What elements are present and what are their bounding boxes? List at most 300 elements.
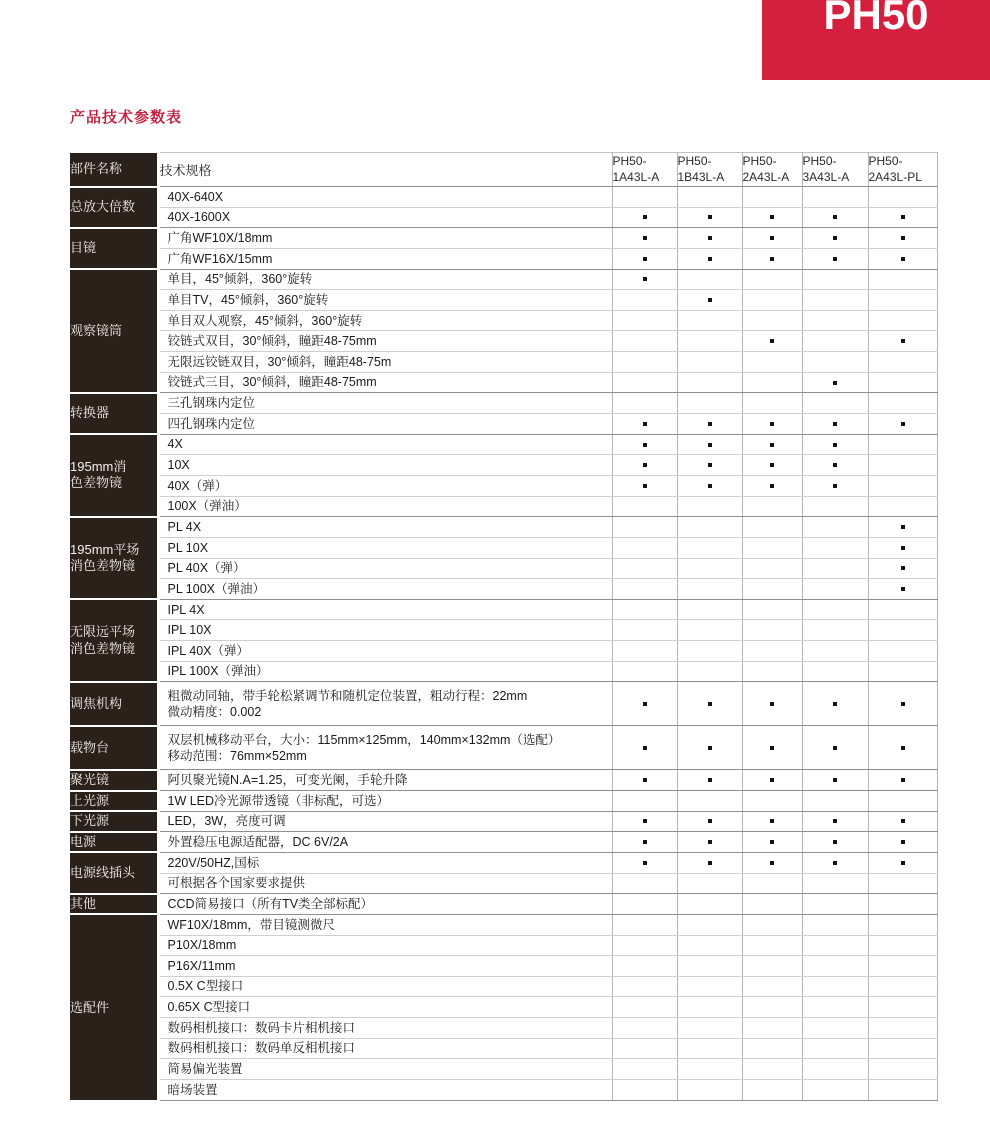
- spec-cell: 三孔钢珠内定位: [158, 393, 612, 414]
- table-row: [70, 290, 937, 311]
- model-mark-cell: [868, 791, 937, 812]
- model-mark-cell: [742, 455, 802, 476]
- model-mark-cell: [612, 393, 677, 414]
- model-mark-cell: [742, 976, 802, 997]
- model-mark-cell: [612, 599, 677, 620]
- model-mark-cell: [802, 414, 868, 435]
- model-mark-cell: [868, 310, 937, 331]
- model-mark-cell: [742, 811, 802, 832]
- spec-cell: 0.65X C型接口: [158, 997, 612, 1018]
- model-mark-cell: [742, 331, 802, 352]
- model-mark-cell: [612, 228, 677, 249]
- dot-marker: [643, 443, 647, 447]
- table-row: [70, 579, 937, 600]
- model-mark-cell: [612, 682, 677, 726]
- model-mark-cell: [802, 894, 868, 915]
- model-mark-cell: [802, 187, 868, 208]
- model-mark-cell: [612, 956, 677, 977]
- model-mark-cell: [868, 1018, 937, 1039]
- dot-marker: [770, 422, 774, 426]
- model-mark-cell: [677, 558, 742, 579]
- model-mark-cell: [612, 770, 677, 791]
- model-mark-cell: [612, 832, 677, 853]
- spec-table-body: [70, 187, 937, 1101]
- model-mark-cell: [802, 1018, 868, 1039]
- model-mark-cell: [612, 726, 677, 770]
- model-mark-cell: [802, 1059, 868, 1080]
- part-group-label: 195mm平场 消色差物镜: [70, 517, 158, 600]
- model-mark-cell: [868, 475, 937, 496]
- spec-table: [70, 152, 938, 1101]
- model-mark-cell: [612, 331, 677, 352]
- model-mark-cell: [868, 228, 937, 249]
- table-row: [70, 894, 937, 915]
- model-mark-cell: [742, 620, 802, 641]
- model-mark-cell: [802, 290, 868, 311]
- part-group-label: 转换器: [70, 393, 158, 434]
- table-row: [70, 976, 937, 997]
- table-row: [70, 372, 937, 393]
- spec-cell: 暗场装置: [158, 1079, 612, 1100]
- dot-marker: [833, 861, 837, 865]
- table-row: [70, 414, 937, 435]
- model-mark-cell: [742, 935, 802, 956]
- spec-cell: 40X-640X: [158, 187, 612, 208]
- model-mark-cell: [677, 331, 742, 352]
- model-mark-cell: [868, 455, 937, 476]
- model-mark-cell: [742, 832, 802, 853]
- table-row: [70, 248, 937, 269]
- dot-marker: [643, 840, 647, 844]
- dot-marker: [708, 443, 712, 447]
- spec-cell: P10X/18mm: [158, 935, 612, 956]
- model-mark-cell: [677, 310, 742, 331]
- spec-cell: 40X-1600X: [158, 207, 612, 228]
- model-mark-cell: [742, 641, 802, 662]
- dot-marker: [770, 746, 774, 750]
- part-name-header: 部件名称: [70, 153, 158, 187]
- model-mark-cell: [677, 599, 742, 620]
- table-row: [70, 517, 937, 538]
- model-mark-cell: [677, 1038, 742, 1059]
- spec-cell: CCD简易接口（所有TV类全部标配）: [158, 894, 612, 915]
- model-mark-cell: [742, 956, 802, 977]
- model-mark-cell: [802, 455, 868, 476]
- dot-marker: [833, 778, 837, 782]
- part-group-label: 195mm消 色差物镜: [70, 434, 158, 517]
- model-mark-cell: [742, 682, 802, 726]
- table-row: [70, 331, 937, 352]
- dot-marker: [770, 702, 774, 706]
- table-row: [70, 791, 937, 812]
- model-mark-cell: [742, 475, 802, 496]
- dot-marker: [833, 215, 837, 219]
- model-mark-cell: [802, 517, 868, 538]
- dot-marker: [901, 861, 905, 865]
- model-mark-cell: [612, 641, 677, 662]
- spec-cell: 4X: [158, 434, 612, 455]
- model-mark-cell: [868, 956, 937, 977]
- model-mark-cell: [612, 537, 677, 558]
- dot-marker: [643, 778, 647, 782]
- model-mark-cell: [677, 187, 742, 208]
- model-mark-cell: [868, 517, 937, 538]
- dot-marker: [643, 819, 647, 823]
- dot-marker: [643, 277, 647, 281]
- table-row: [70, 914, 937, 935]
- part-group-label: 聚光镜: [70, 770, 158, 791]
- model-mark-cell: [868, 187, 937, 208]
- model-mark-cell: [802, 352, 868, 373]
- dot-marker: [643, 746, 647, 750]
- table-row: [70, 620, 937, 641]
- dot-marker: [833, 443, 837, 447]
- table-row: [70, 641, 937, 662]
- model-mark-cell: [612, 811, 677, 832]
- dot-marker: [833, 236, 837, 240]
- model-mark-cell: [742, 207, 802, 228]
- model-banner: [762, 0, 990, 80]
- model-mark-cell: [742, 187, 802, 208]
- model-mark-cell: [802, 537, 868, 558]
- table-row: [70, 873, 937, 894]
- table-row: [70, 1038, 937, 1059]
- dot-marker: [833, 381, 837, 385]
- model-mark-cell: [742, 997, 802, 1018]
- model-mark-cell: [612, 976, 677, 997]
- model-mark-cell: [868, 207, 937, 228]
- model-mark-cell: [802, 310, 868, 331]
- model-mark-cell: [742, 517, 802, 538]
- model-mark-cell: [742, 1079, 802, 1100]
- spec-cell: 无限远铰链双目，30°倾斜，瞳距48-75m: [158, 352, 612, 373]
- dot-marker: [901, 587, 905, 591]
- dot-marker: [708, 215, 712, 219]
- model-mark-cell: [868, 682, 937, 726]
- spec-cell: IPL 10X: [158, 620, 612, 641]
- model-mark-cell: [742, 537, 802, 558]
- model-mark-cell: [677, 620, 742, 641]
- model-mark-cell: [742, 726, 802, 770]
- model-mark-cell: [868, 661, 937, 682]
- model-mark-cell: [677, 791, 742, 812]
- model-mark-cell: [677, 873, 742, 894]
- spec-cell: 数码相机接口：数码卡片相机接口: [158, 1018, 612, 1039]
- model-mark-cell: [612, 873, 677, 894]
- model-header-1: PH50- 1A43L-A: [612, 153, 677, 187]
- part-group-label: 电源线插头: [70, 852, 158, 893]
- spec-cell: IPL 4X: [158, 599, 612, 620]
- spec-cell: 双层机械移动平台，大小：115mm×125mm，140mm×132mm（选配） 移动范围：76mm×52mm: [158, 726, 612, 770]
- model-mark-cell: [868, 620, 937, 641]
- dot-marker: [770, 778, 774, 782]
- model-header-4: PH50- 3A43L-A: [802, 153, 868, 187]
- model-mark-cell: [742, 558, 802, 579]
- dot-marker: [643, 215, 647, 219]
- spec-cell: 阿贝聚光镜N.A=1.25，可变光阑，手轮升降: [158, 770, 612, 791]
- model-mark-cell: [677, 228, 742, 249]
- part-group-label: 其他: [70, 894, 158, 915]
- spec-cell: 数码相机接口：数码单反相机接口: [158, 1038, 612, 1059]
- dot-marker: [708, 861, 712, 865]
- dot-marker: [770, 819, 774, 823]
- model-mark-cell: [868, 434, 937, 455]
- model-mark-cell: [677, 414, 742, 435]
- dot-marker: [901, 236, 905, 240]
- model-mark-cell: [612, 1079, 677, 1100]
- table-row: [70, 496, 937, 517]
- model-mark-cell: [612, 558, 677, 579]
- model-mark-cell: [802, 1079, 868, 1100]
- model-mark-cell: [868, 641, 937, 662]
- table-row: [70, 207, 937, 228]
- model-mark-cell: [677, 1059, 742, 1080]
- table-row: [70, 269, 937, 290]
- model-mark-cell: [802, 269, 868, 290]
- spec-cell: 铰链式双目，30°倾斜，瞳距48-75mm: [158, 331, 612, 352]
- dot-marker: [901, 746, 905, 750]
- model-mark-cell: [802, 434, 868, 455]
- model-mark-cell: [677, 579, 742, 600]
- table-row: [70, 1079, 937, 1100]
- model-mark-cell: [742, 599, 802, 620]
- model-mark-cell: [868, 914, 937, 935]
- model-mark-cell: [612, 852, 677, 873]
- model-mark-cell: [742, 791, 802, 812]
- dot-marker: [833, 463, 837, 467]
- spec-cell: 可根据各个国家要求提供: [158, 873, 612, 894]
- model-mark-cell: [802, 579, 868, 600]
- model-mark-cell: [742, 914, 802, 935]
- dot-marker: [770, 861, 774, 865]
- dot-marker: [901, 702, 905, 706]
- model-mark-cell: [868, 393, 937, 414]
- dot-marker: [833, 484, 837, 488]
- table-row: [70, 558, 937, 579]
- dot-marker: [643, 484, 647, 488]
- model-mark-cell: [802, 682, 868, 726]
- table-row: [70, 310, 937, 331]
- model-header-5: PH50- 2A43L-PL: [868, 153, 937, 187]
- dot-marker: [770, 215, 774, 219]
- model-mark-cell: [868, 811, 937, 832]
- model-mark-cell: [742, 894, 802, 915]
- model-mark-cell: [677, 496, 742, 517]
- model-mark-cell: [868, 894, 937, 915]
- model-mark-cell: [677, 372, 742, 393]
- model-mark-cell: [677, 269, 742, 290]
- model-mark-cell: [742, 434, 802, 455]
- part-group-label: 目镜: [70, 228, 158, 269]
- dot-marker: [901, 566, 905, 570]
- dot-marker: [833, 819, 837, 823]
- model-mark-cell: [868, 537, 937, 558]
- spec-cell: 单目，45°倾斜，360°旋转: [158, 269, 612, 290]
- spec-cell: 0.5X C型接口: [158, 976, 612, 997]
- dot-marker: [901, 215, 905, 219]
- part-group-label: 上光源: [70, 791, 158, 812]
- table-row: [70, 935, 937, 956]
- model-mark-cell: [742, 248, 802, 269]
- model-mark-cell: [802, 935, 868, 956]
- model-mark-cell: [612, 455, 677, 476]
- model-mark-cell: [612, 434, 677, 455]
- model-mark-cell: [868, 832, 937, 853]
- dot-marker: [901, 525, 905, 529]
- spec-cell: 10X: [158, 455, 612, 476]
- model-mark-cell: [802, 661, 868, 682]
- model-mark-cell: [868, 372, 937, 393]
- model-mark-cell: [802, 641, 868, 662]
- dot-marker: [901, 339, 905, 343]
- dot-marker: [770, 339, 774, 343]
- spec-cell: 铰链式三目，30°倾斜，瞳距48-75mm: [158, 372, 612, 393]
- table-row: [70, 726, 937, 770]
- spec-cell: PL 40X（弹）: [158, 558, 612, 579]
- model-mark-cell: [802, 852, 868, 873]
- model-mark-cell: [868, 1059, 937, 1080]
- model-mark-cell: [677, 537, 742, 558]
- spec-cell: 外置稳压电源适配器，DC 6V/2A: [158, 832, 612, 853]
- model-mark-cell: [802, 496, 868, 517]
- table-row: [70, 393, 937, 414]
- model-mark-cell: [677, 434, 742, 455]
- spec-cell: P16X/11mm: [158, 956, 612, 977]
- model-mark-cell: [677, 661, 742, 682]
- page-title: 产品技术参数表: [70, 109, 183, 126]
- model-mark-cell: [868, 579, 937, 600]
- dot-marker: [770, 443, 774, 447]
- table-row: [70, 956, 937, 977]
- model-mark-cell: [868, 770, 937, 791]
- model-mark-cell: [742, 393, 802, 414]
- model-mark-cell: [802, 393, 868, 414]
- table-row: [70, 434, 937, 455]
- table-row: [70, 811, 937, 832]
- model-mark-cell: [742, 852, 802, 873]
- model-mark-cell: [612, 187, 677, 208]
- model-mark-cell: [612, 414, 677, 435]
- model-mark-cell: [612, 517, 677, 538]
- part-group-label: 电源: [70, 832, 158, 853]
- dot-marker: [708, 840, 712, 844]
- model-mark-cell: [868, 496, 937, 517]
- model-mark-cell: [677, 976, 742, 997]
- model-mark-cell: [802, 475, 868, 496]
- model-mark-cell: [802, 791, 868, 812]
- model-mark-cell: [677, 682, 742, 726]
- spec-cell: LED，3W，亮度可调: [158, 811, 612, 832]
- model-mark-cell: [802, 956, 868, 977]
- dot-marker: [643, 236, 647, 240]
- model-mark-cell: [677, 641, 742, 662]
- dot-marker: [770, 463, 774, 467]
- spec-cell: 单目双人观察，45°倾斜，360°旋转: [158, 310, 612, 331]
- model-mark-cell: [802, 372, 868, 393]
- spec-cell: 100X（弹油）: [158, 496, 612, 517]
- model-mark-cell: [612, 914, 677, 935]
- dot-marker: [708, 257, 712, 261]
- model-mark-cell: [612, 1018, 677, 1039]
- model-mark-cell: [677, 1018, 742, 1039]
- table-row: [70, 187, 937, 208]
- table-row: [70, 661, 937, 682]
- model-mark-cell: [677, 455, 742, 476]
- model-mark-cell: [868, 852, 937, 873]
- model-mark-cell: [868, 873, 937, 894]
- model-mark-cell: [677, 393, 742, 414]
- dot-marker: [643, 463, 647, 467]
- model-mark-cell: [742, 310, 802, 331]
- model-mark-cell: [802, 811, 868, 832]
- spec-cell: 广角WF16X/15mm: [158, 248, 612, 269]
- dot-marker: [833, 746, 837, 750]
- model-mark-cell: [612, 1038, 677, 1059]
- dot-marker: [833, 422, 837, 426]
- model-mark-cell: [677, 1079, 742, 1100]
- model-mark-cell: [802, 873, 868, 894]
- model-mark-cell: [868, 331, 937, 352]
- model-mark-cell: [677, 475, 742, 496]
- table-row: [70, 997, 937, 1018]
- model-mark-cell: [802, 832, 868, 853]
- dot-marker: [770, 257, 774, 261]
- spec-cell: 220V/50HZ,国标: [158, 852, 612, 873]
- model-mark-cell: [802, 770, 868, 791]
- model-mark-cell: [868, 935, 937, 956]
- dot-marker: [833, 257, 837, 261]
- spec-cell: 40X（弹）: [158, 475, 612, 496]
- model-mark-cell: [742, 1038, 802, 1059]
- model-mark-cell: [612, 620, 677, 641]
- dot-marker: [643, 702, 647, 706]
- model-mark-cell: [612, 997, 677, 1018]
- model-mark-cell: [742, 770, 802, 791]
- model-mark-cell: [802, 599, 868, 620]
- table-row: [70, 599, 937, 620]
- dot-marker: [708, 298, 712, 302]
- spec-cell: 1W LED冷光源带透镜（非标配，可选）: [158, 791, 612, 812]
- model-mark-cell: [802, 726, 868, 770]
- model-mark-cell: [612, 290, 677, 311]
- part-group-label: 下光源: [70, 811, 158, 832]
- dot-marker: [708, 422, 712, 426]
- model-mark-cell: [677, 726, 742, 770]
- model-mark-cell: [742, 372, 802, 393]
- model-mark-cell: [612, 475, 677, 496]
- dot-marker: [770, 840, 774, 844]
- spec-header: 技术规格: [158, 153, 612, 187]
- model-mark-cell: [677, 914, 742, 935]
- model-mark-cell: [677, 248, 742, 269]
- dot-marker: [833, 702, 837, 706]
- model-mark-cell: [868, 726, 937, 770]
- spec-cell: PL 4X: [158, 517, 612, 538]
- dot-marker: [643, 257, 647, 261]
- model-mark-cell: [742, 290, 802, 311]
- model-mark-cell: [802, 228, 868, 249]
- model-mark-cell: [742, 1018, 802, 1039]
- dot-marker: [708, 702, 712, 706]
- dot-marker: [901, 840, 905, 844]
- dot-marker: [901, 257, 905, 261]
- spec-cell: PL 100X（弹油）: [158, 579, 612, 600]
- model-mark-cell: [868, 599, 937, 620]
- model-mark-cell: [612, 352, 677, 373]
- table-row: [70, 852, 937, 873]
- table-row: [70, 1059, 937, 1080]
- model-mark-cell: [677, 352, 742, 373]
